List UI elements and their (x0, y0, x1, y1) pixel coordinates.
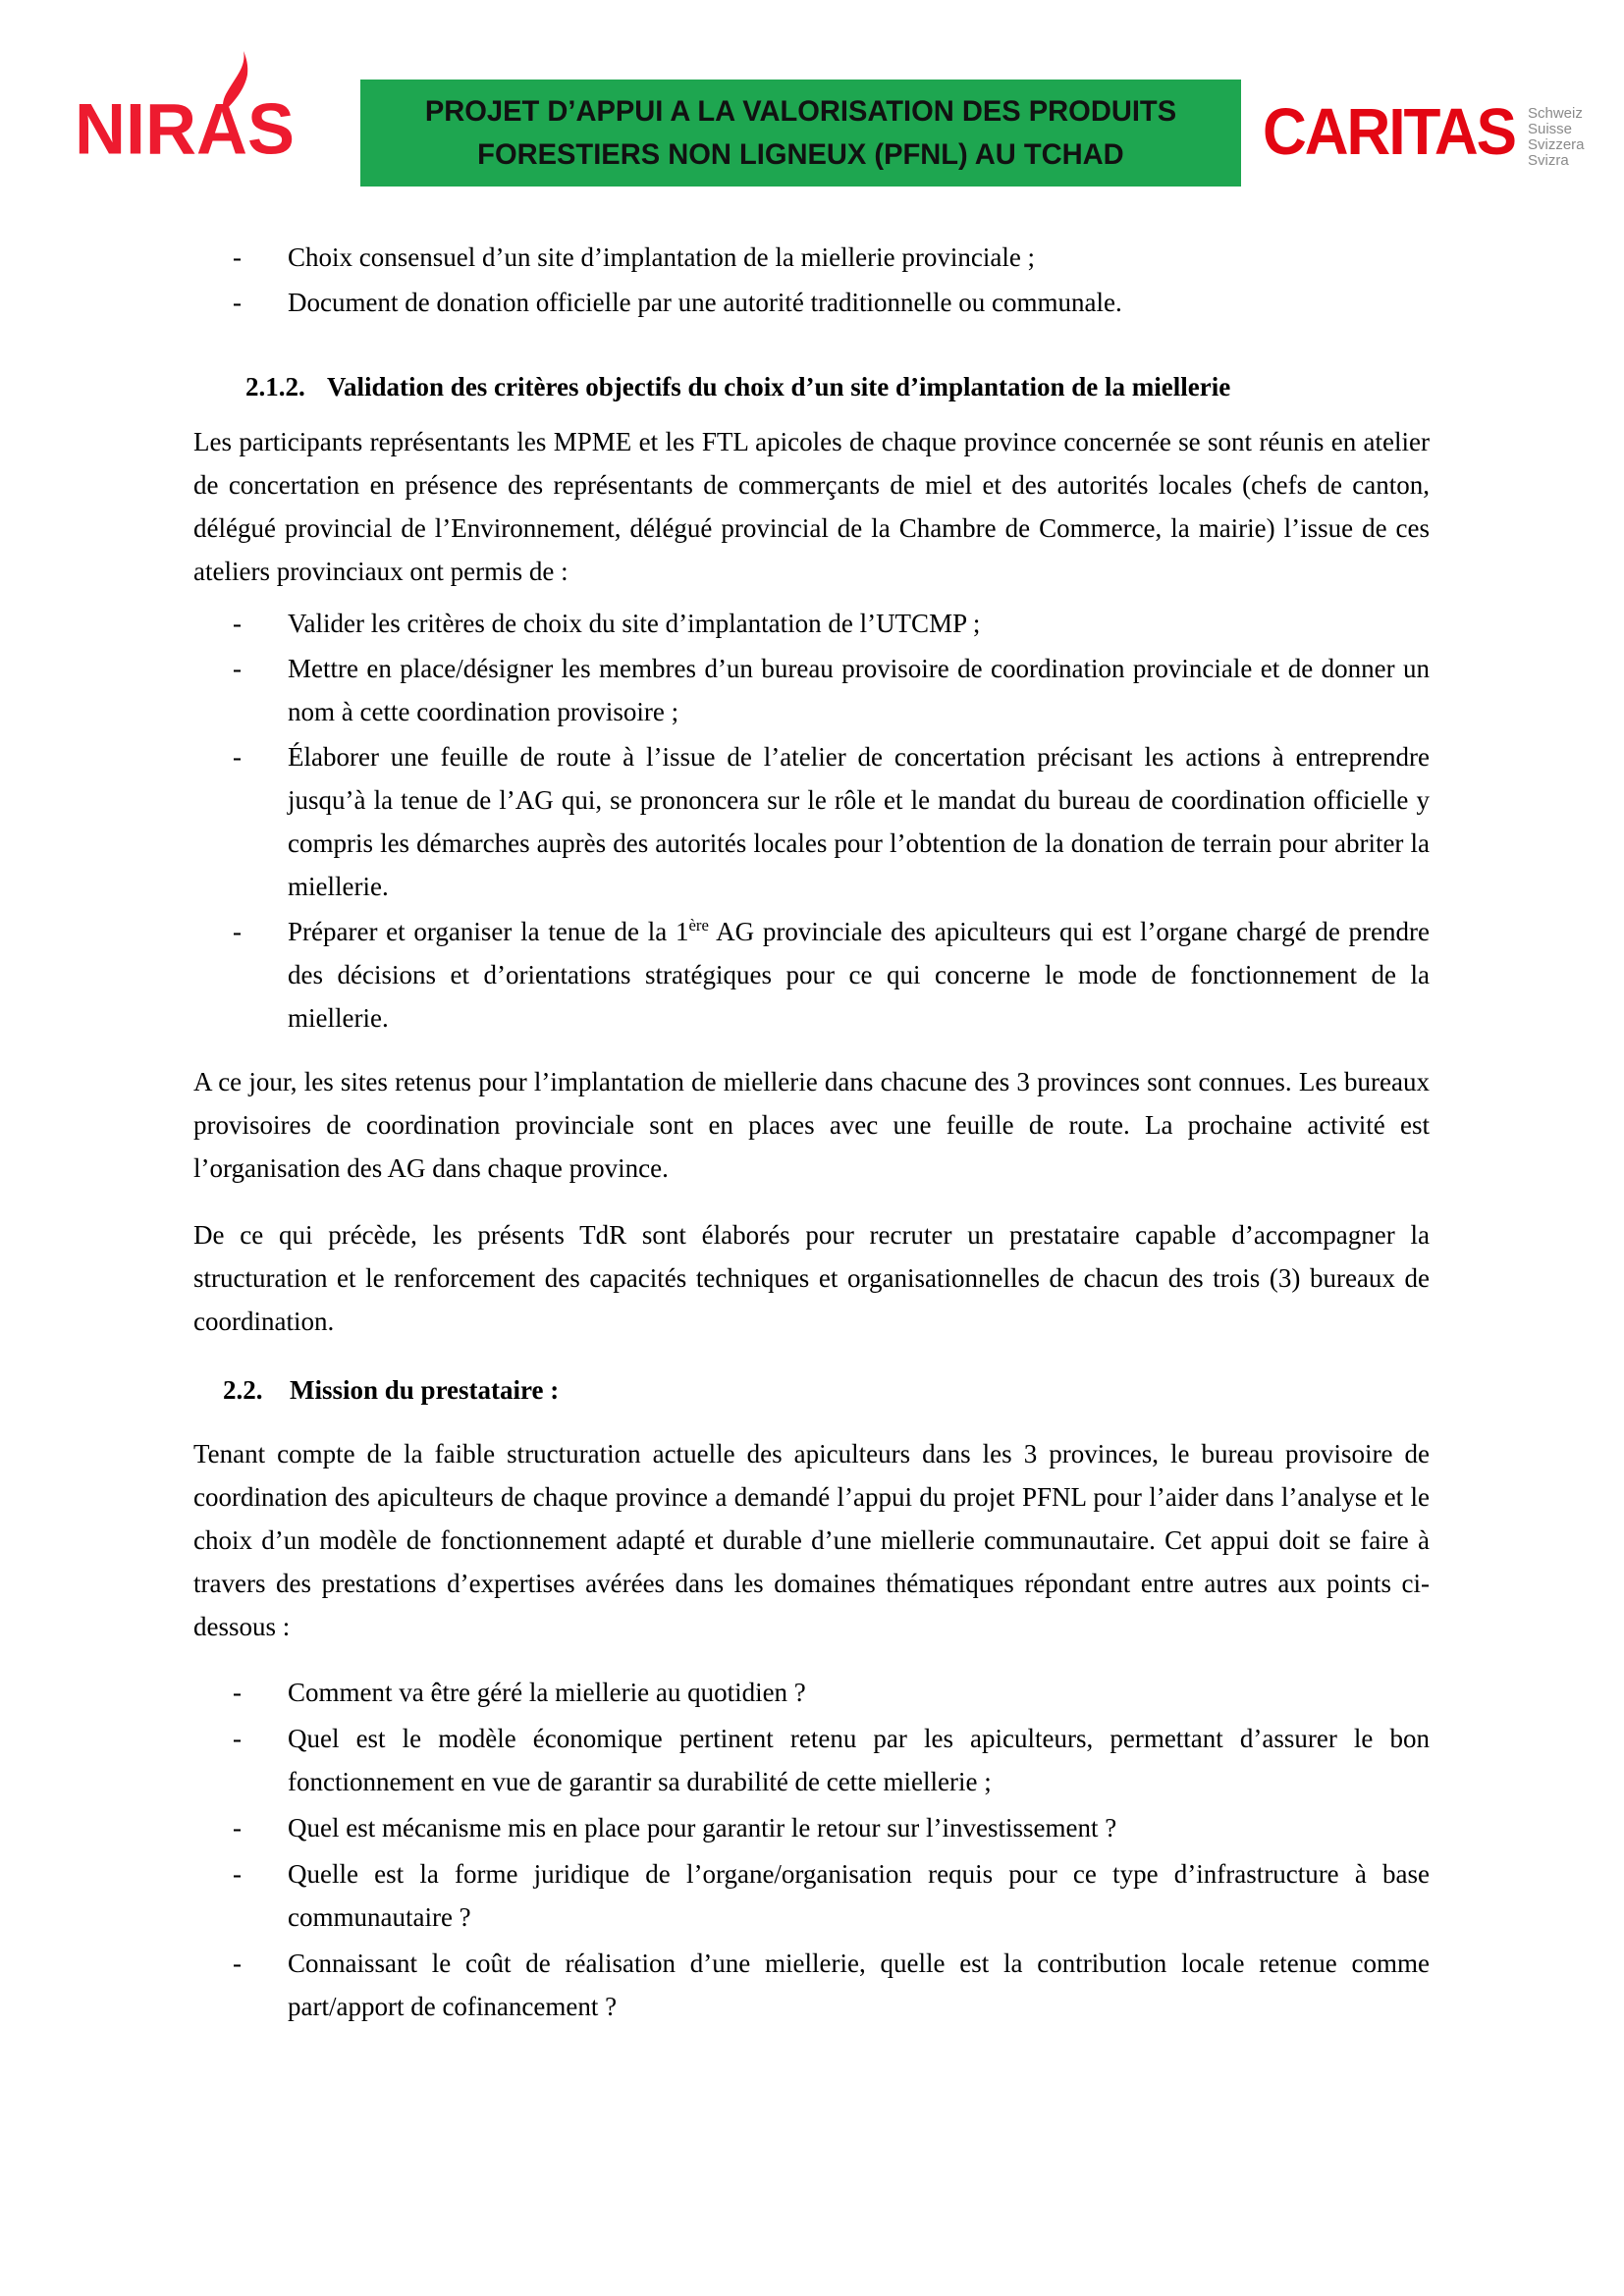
list-item (193, 1942, 1430, 2028)
bullet-dash: - (233, 1724, 242, 1753)
section-heading-2-1-2 (193, 365, 1430, 408)
bullet-text-post: AG provinciale des apiculteurs qui est l’organe chargé de prendre des décisions et d’orientations stratégiques pour ce qui concerne le mode de fonctionnement de la miellerie. (288, 917, 1430, 1033)
list-item (193, 1717, 1430, 1803)
intro-bullet-list (193, 236, 1430, 324)
bullet-text: Choix consensuel d’un site d’implantation de la miellerie provinciale ; (288, 242, 1036, 272)
bullet-text: Valider les critères de choix du site d’implantation de l’UTCMP ; (288, 609, 981, 638)
bullet-dash: - (233, 288, 242, 317)
list-item (193, 647, 1430, 733)
bullet-text: Quel est mécanisme mis en place pour garantir le retour sur l’investissement ? (288, 1813, 1117, 1842)
bullet-dash: - (233, 1813, 242, 1842)
list-item (193, 602, 1430, 645)
bullet-dash: - (233, 1859, 242, 1889)
heading-text: Validation des critères objectifs du choix d’un site d’implantation de la miellerie (327, 372, 1231, 401)
list-item (193, 735, 1430, 908)
caritas-lang: Svizzera (1528, 136, 1585, 153)
caritas-lang: Schweiz (1528, 105, 1583, 122)
validation-bullet-list (193, 602, 1430, 1040)
project-title-banner (360, 80, 1241, 187)
paragraph-tenant-compte: Tenant compte de la faible structuration actuelle des apiculteurs dans les 3 provinces, le bureau provisoire de coordination des apiculteurs de chaque province a demandé l’appui du projet PFNL pour l’aider dans l’analyse et le choix d’un modèle de fonctionnement adapté et durable d’une miellerie communautaire. Cet appui doit se faire à travers des prestations d’expertises avérées dans les domaines thématiques répondant entre autres aux points ci-dessous : (193, 1439, 1430, 1641)
bullet-dash: - (233, 242, 242, 272)
list-item (193, 236, 1430, 279)
bullet-dash: - (233, 654, 242, 683)
caritas-lang: Suisse (1528, 121, 1573, 137)
list-item (193, 1852, 1430, 1939)
heading-number: 2.1.2. (245, 372, 305, 401)
bullet-text: Quel est le modèle économique pertinent retenu par les apiculteurs, permettant d’assurer le bon fonctionnement en vue de garantir sa durabilité de cette miellerie ; (288, 1724, 1430, 1796)
document-body (193, 236, 1430, 2031)
bullet-dash: - (233, 742, 242, 772)
bullet-dash: - (233, 1678, 242, 1707)
ordinal-superscript: ère (688, 916, 709, 934)
bullet-text: Mettre en place/désigner les membres d’un bureau provisoire de coordination provinciale et de donner un nom à cette coordination provisoire ; (288, 654, 1430, 726)
list-item (193, 281, 1430, 324)
heading-text: Mission du prestataire : (290, 1375, 560, 1405)
bullet-dash: - (233, 1949, 242, 1978)
paragraph-a-ce-jour: A ce jour, les sites retenus pour l’implantation de miellerie dans chacune des 3 provinces sont connues. Les bureaux provisoires de coordination provinciale sont en places avec une feuille de route. La prochaine activité est l’organisation des AG dans chaque province. (193, 1067, 1430, 1183)
niras-logo: NIRAS (75, 89, 296, 170)
bullet-text-pre: Préparer et organiser la tenue de la 1 (288, 917, 689, 946)
bullet-dash: - (233, 609, 242, 638)
list-item (193, 1671, 1430, 1714)
banner-title-line1: PROJET D’APPUI A LA VALORISATION DES PRODUITS (424, 94, 1177, 128)
bullet-text: Quelle est la forme juridique de l’organe/organisation requis pour ce type d’infrastructure à base communautaire ? (288, 1859, 1430, 1932)
bullet-dash: - (233, 917, 242, 946)
bullet-text: Comment va être géré la miellerie au quotidien ? (288, 1678, 806, 1707)
paragraph-de-ce-qui-precede: De ce qui précède, les présents TdR sont élaborés pour recruter un prestataire capable d’accompagner la structuration et le renforcement des capacités techniques et organisationnelles de chacun des trois (3) bureaux de coordination. (193, 1220, 1430, 1336)
bullet-text: Document de donation officielle par une autorité traditionnelle ou communale. (288, 288, 1122, 317)
list-item (193, 910, 1430, 1040)
bullet-text: Connaissant le coût de réalisation d’une miellerie, quelle est la contribution locale retenue comme part/apport de cofinancement ? (288, 1949, 1430, 2021)
caritas-logo: CARITAS (1263, 95, 1515, 170)
mission-bullet-list (193, 1671, 1430, 2028)
paragraph-participants: Les participants représentants les MPME et les FTL apicoles de chaque province concernée se sont réunis en atelier de concertation en présence des représentants de commerçants de miel et des autorités locales (chefs de canton, délégué provincial de l’Environnement, délégué provincial de la Chambre de Commerce, la mairie) l’issue de ces ateliers provinciaux ont permis de : (193, 427, 1430, 586)
list-item (193, 1806, 1430, 1849)
banner-title-line2: FORESTIERS NON LIGNEUX (PFNL) AU TCHAD (477, 137, 1124, 171)
bullet-text (288, 910, 1430, 1040)
caritas-lang: Svizra (1528, 152, 1569, 169)
heading-number: 2.2. (223, 1375, 263, 1405)
section-heading-2-2 (193, 1368, 1430, 1412)
bullet-text: Élaborer une feuille de route à l’issue de l’atelier de concertation précisant les actions à entreprendre jusqu’à la tenue de l’AG qui, se prononcera sur le rôle et le mandat du bureau de coordination officielle y compris les démarches auprès des autorités locales pour l’obtention de la donation de terrain pour abriter la miellerie. (288, 742, 1430, 901)
caritas-language-list (1528, 106, 1585, 169)
